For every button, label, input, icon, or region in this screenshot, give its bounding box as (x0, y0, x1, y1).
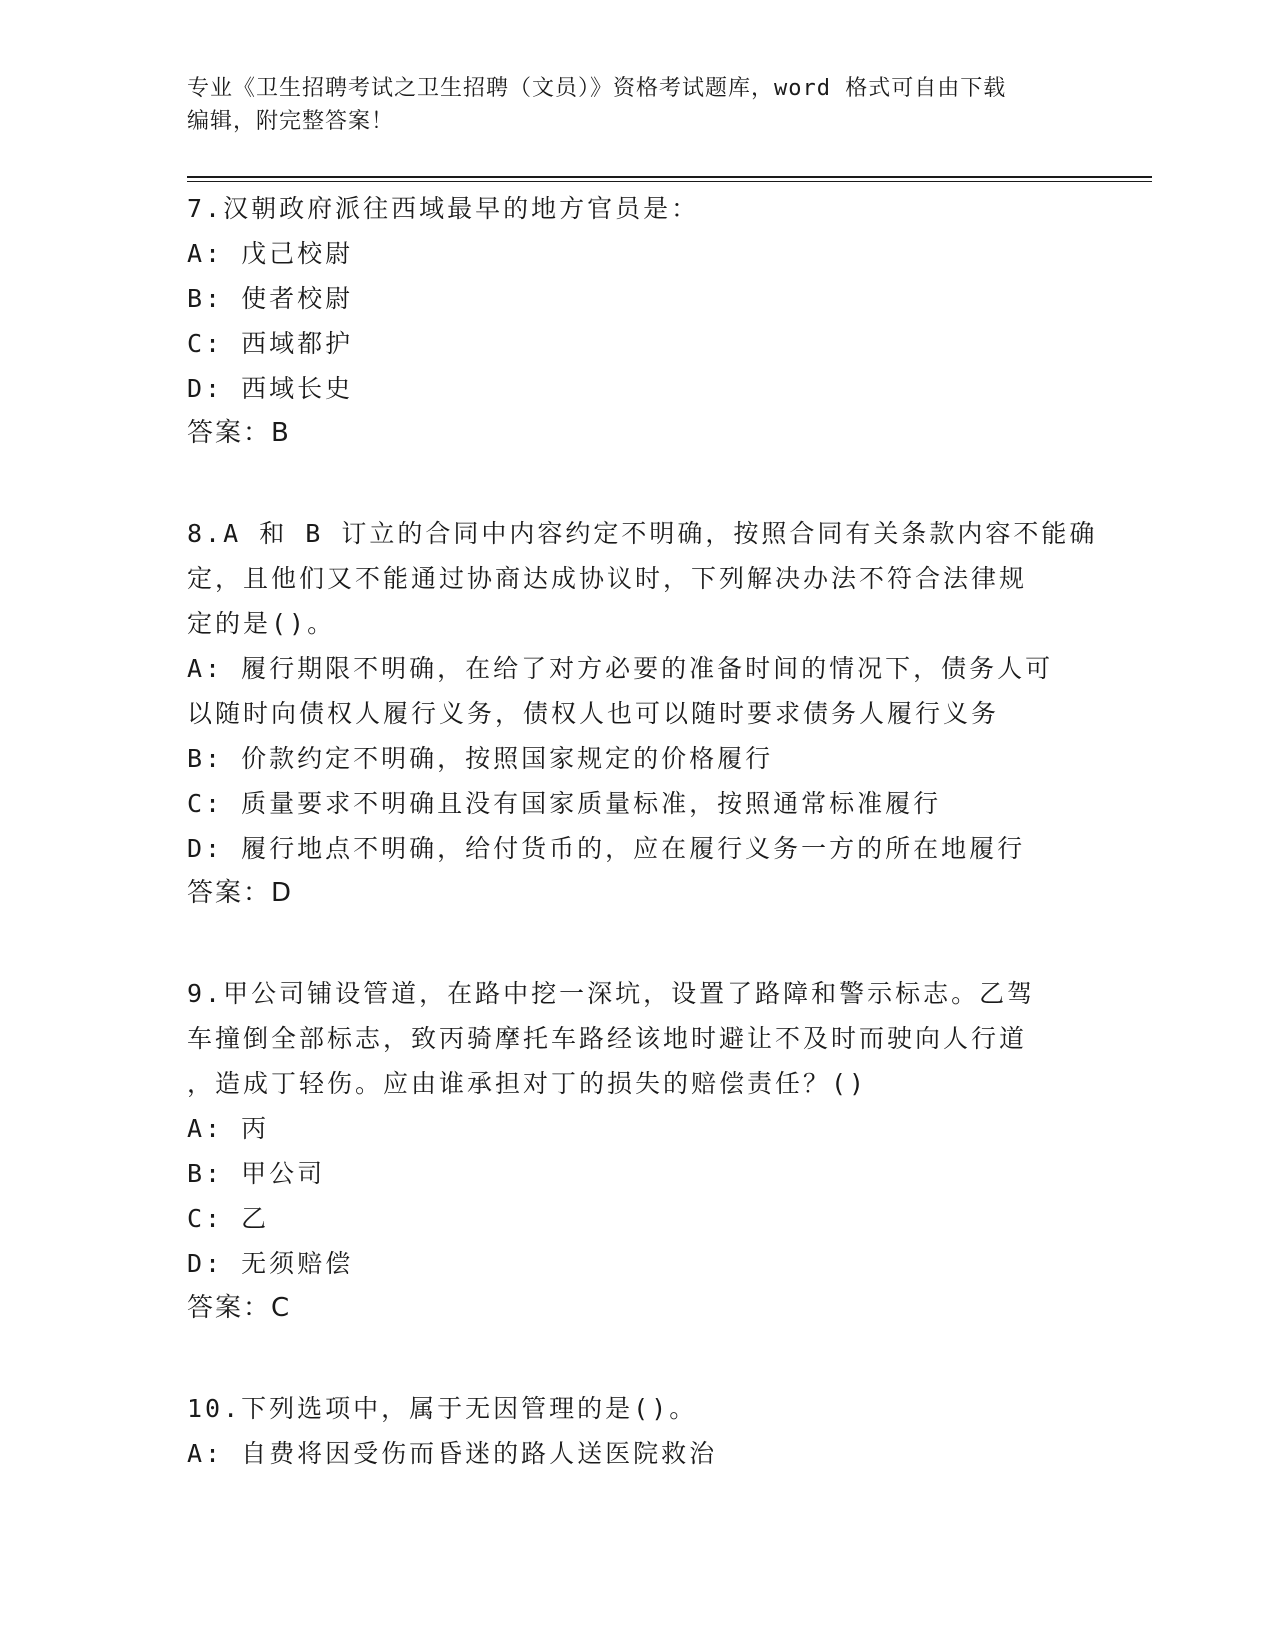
answer-key: 答案：D (187, 878, 294, 908)
header-divider (187, 176, 1152, 178)
answer-option: D: 履行地点不明确，给付货币的，应在履行义务一方的所在地履行 (187, 834, 1026, 863)
answer-option: D: 西域长史 (187, 374, 354, 403)
question-block (187, 1386, 1087, 1476)
answer-option: B: 使者校尉 (187, 284, 354, 313)
header-divider-thin (187, 181, 1152, 182)
question-list (187, 186, 1098, 1531)
header-line-1: 专业《卫生招聘考试之卫生招聘（文员）》资格考试题库，word 格式可自由下载 (187, 76, 1007, 101)
answer-option: C: 西域都护 (187, 329, 354, 358)
question-block (187, 186, 1087, 456)
answer-option: D: 无须赔偿 (187, 1249, 354, 1278)
answer-key: 答案：C (187, 1293, 292, 1323)
question-text: 9.甲公司铺设管道，在路中挖一深坑，设置了路障和警示标志。乙驾 (187, 979, 1036, 1008)
question-text: 车撞倒全部标志，致丙骑摩托车路经该地时避让不及时而驶向人行道 (187, 1024, 1028, 1053)
document-header (187, 72, 1087, 138)
question-block (187, 511, 1098, 916)
answer-option: A: 自费将因受伤而昏迷的路人送医院救治 (187, 1439, 718, 1468)
answer-option: B: 甲公司 (187, 1159, 326, 1188)
question-text: 10.下列选项中，属于无因管理的是()。 (187, 1394, 698, 1423)
question-text: 定的是()。 (187, 609, 336, 638)
header-line-2: 编辑，附完整答案！ (187, 109, 395, 134)
answer-option: 以随时向债权人履行义务，债权人也可以随时要求债务人履行义务 (187, 699, 1000, 728)
answer-option: A: 丙 (187, 1114, 270, 1143)
answer-option: C: 质量要求不明确且没有国家质量标准，按照通常标准履行 (187, 789, 942, 818)
question-text: 7.汉朝政府派往西域最早的地方官员是： (187, 194, 700, 223)
question-block (187, 971, 1087, 1331)
question-text: 8.A 和 B 订立的合同中内容约定不明确，按照合同有关条款内容不能确 (187, 519, 1098, 548)
question-text: ，造成丁轻伤。应由谁承担对丁的损失的赔偿责任？() (187, 1069, 868, 1098)
answer-option: A: 戊己校尉 (187, 239, 354, 268)
question-text: 定，且他们又不能通过协商达成协议时，下列解决办法不符合法律规 (187, 564, 1028, 593)
answer-option: C: 乙 (187, 1204, 270, 1233)
answer-key: 答案：B (187, 418, 291, 448)
answer-option: B: 价款约定不明确，按照国家规定的价格履行 (187, 744, 774, 773)
answer-option: A: 履行期限不明确，在给了对方必要的准备时间的情况下，债务人可 (187, 654, 1054, 683)
